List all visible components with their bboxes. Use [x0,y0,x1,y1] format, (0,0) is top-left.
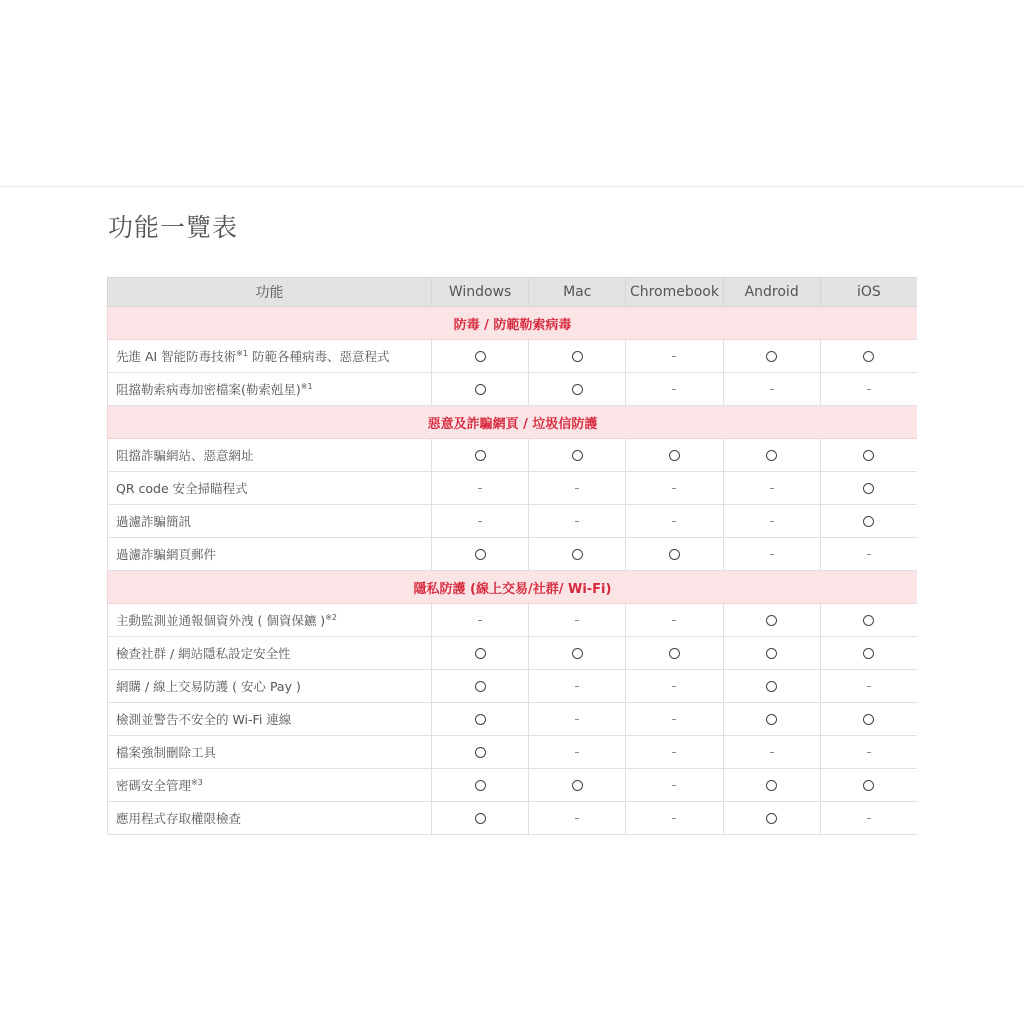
support-cell-mac [529,703,626,736]
unsupported-dash-icon [672,488,676,489]
support-cell-windows [432,604,529,637]
support-cell-windows [432,769,529,802]
support-cell-mac [529,373,626,406]
unsupported-dash-icon [672,620,676,621]
support-cell-chromebook [626,505,723,538]
feature-name: 阻擋勒索病毒加密檔案(勒索剋星) [116,382,301,397]
support-cell-windows [432,538,529,571]
support-cell-android [723,373,820,406]
table-row [108,637,918,670]
support-cell-windows [432,703,529,736]
support-cell-chromebook [626,538,723,571]
support-cell-mac [529,802,626,835]
unsupported-dash-icon [672,785,676,786]
table-row [108,439,918,472]
feature-label [108,802,432,835]
table-row [108,604,918,637]
support-cell-android [723,538,820,571]
support-cell-mac [529,538,626,571]
support-cell-mac [529,472,626,505]
supported-circle-icon [766,351,777,362]
unsupported-dash-icon [672,389,676,390]
support-cell-ios [820,439,917,472]
support-cell-chromebook [626,802,723,835]
support-cell-ios [820,736,917,769]
supported-circle-icon [669,648,680,659]
support-cell-android [723,604,820,637]
supported-circle-icon [863,450,874,461]
unsupported-dash-icon [575,818,579,819]
support-cell-chromebook [626,373,723,406]
support-cell-ios [820,373,917,406]
feature-name: 應用程式存取權限檢查 [116,811,242,826]
support-cell-ios [820,670,917,703]
unsupported-dash-icon [478,521,482,522]
table-row [108,802,918,835]
support-cell-ios [820,637,917,670]
feature-table-container[interactable] [107,277,917,842]
top-divider [0,186,1024,187]
support-cell-chromebook [626,670,723,703]
supported-circle-icon [863,483,874,494]
support-cell-android [723,670,820,703]
supported-circle-icon [766,813,777,824]
support-cell-ios [820,340,917,373]
supported-circle-icon [475,384,486,395]
unsupported-dash-icon [770,752,774,753]
unsupported-dash-icon [575,719,579,720]
supported-circle-icon [669,549,680,560]
page-title: 功能一覽表 [108,213,239,242]
table-row [108,472,918,505]
feature-name: 檢測並警告不安全的 Wi-Fi 連線 [116,712,292,727]
support-cell-windows [432,802,529,835]
feature-name: QR code 安全掃瞄程式 [116,481,248,496]
support-cell-chromebook [626,769,723,802]
support-cell-mac [529,340,626,373]
feature-name: 檔案強制刪除工具 [116,745,217,760]
table-row [108,769,918,802]
unsupported-dash-icon [672,719,676,720]
unsupported-dash-icon [867,554,871,555]
unsupported-dash-icon [575,521,579,522]
supported-circle-icon [766,615,777,626]
support-cell-mac [529,439,626,472]
supported-circle-icon [572,450,583,461]
support-cell-windows [432,340,529,373]
table-row [108,736,918,769]
unsupported-dash-icon [575,752,579,753]
support-cell-windows [432,670,529,703]
table-row [108,505,918,538]
section-title: 惡意及詐騙網頁 / 垃圾信防護 [108,406,918,439]
support-cell-android [723,769,820,802]
support-cell-ios [820,604,917,637]
support-cell-ios [820,505,917,538]
support-cell-chromebook [626,472,723,505]
header-chromebook: Chromebook [626,278,723,307]
table-row [108,340,918,373]
supported-circle-icon [766,681,777,692]
supported-circle-icon [475,648,486,659]
supported-circle-icon [475,681,486,692]
section-title: 隱私防護 (線上交易/社群/ Wi-Fi) [108,571,918,604]
table-row [108,373,918,406]
support-cell-chromebook [626,604,723,637]
supported-circle-icon [475,351,486,362]
unsupported-dash-icon [575,488,579,489]
support-cell-chromebook [626,340,723,373]
table-header-row [108,278,918,307]
supported-circle-icon [475,450,486,461]
supported-circle-icon [863,714,874,725]
feature-label [108,604,432,637]
supported-circle-icon [766,714,777,725]
unsupported-dash-icon [867,389,871,390]
feature-name-suffix: 防範各種病毒、惡意程式 [247,349,390,364]
unsupported-dash-icon [672,752,676,753]
support-cell-android [723,439,820,472]
unsupported-dash-icon [770,554,774,555]
support-cell-windows [432,637,529,670]
section-header-row [108,307,918,340]
support-cell-ios [820,538,917,571]
support-cell-windows [432,439,529,472]
supported-circle-icon [766,780,777,791]
support-cell-windows [432,736,529,769]
feature-label [108,538,432,571]
support-cell-android [723,802,820,835]
support-cell-android [723,472,820,505]
supported-circle-icon [572,384,583,395]
feature-label [108,505,432,538]
supported-circle-icon [669,450,680,461]
support-cell-ios [820,472,917,505]
support-cell-chromebook [626,736,723,769]
unsupported-dash-icon [672,818,676,819]
section-header-row [108,571,918,604]
unsupported-dash-icon [575,620,579,621]
feature-name: 主動監測並通報個資外洩 ( 個資保鑣 ) [116,613,326,628]
unsupported-dash-icon [672,356,676,357]
feature-comparison-table [107,277,917,835]
unsupported-dash-icon [770,488,774,489]
support-cell-chromebook [626,439,723,472]
supported-circle-icon [766,450,777,461]
header-windows: Windows [432,278,529,307]
support-cell-android [723,736,820,769]
supported-circle-icon [572,648,583,659]
unsupported-dash-icon [478,488,482,489]
feature-label [108,703,432,736]
support-cell-windows [432,505,529,538]
unsupported-dash-icon [575,686,579,687]
table-row [108,670,918,703]
unsupported-dash-icon [478,620,482,621]
feature-label [108,736,432,769]
support-cell-android [723,703,820,736]
footnote-marker: ※2 [325,612,337,622]
supported-circle-icon [475,549,486,560]
supported-circle-icon [863,615,874,626]
feature-label [108,340,432,373]
supported-circle-icon [863,516,874,527]
feature-name: 密碼安全管理 [116,778,192,793]
header-android: Android [723,278,820,307]
support-cell-ios [820,769,917,802]
feature-label [108,439,432,472]
unsupported-dash-icon [672,521,676,522]
supported-circle-icon [475,813,486,824]
feature-name: 網購 / 線上交易防護 ( 安心 Pay ) [116,679,301,694]
table-row [108,538,918,571]
unsupported-dash-icon [867,752,871,753]
unsupported-dash-icon [672,686,676,687]
unsupported-dash-icon [770,521,774,522]
feature-name: 過濾詐騙簡訊 [116,514,192,529]
feature-label [108,373,432,406]
feature-name: 過濾詐騙網頁郵件 [116,547,217,562]
support-cell-mac [529,769,626,802]
header-mac: Mac [529,278,626,307]
supported-circle-icon [863,351,874,362]
footnote-marker: ※3 [191,777,203,787]
feature-name: 檢查社群 / 網站隱私設定安全性 [116,646,291,661]
footnote-marker: ※1 [300,381,313,391]
support-cell-chromebook [626,637,723,670]
supported-circle-icon [475,714,486,725]
feature-name: 阻擋詐騙網站、惡意網址 [116,448,254,463]
supported-circle-icon [572,549,583,560]
support-cell-mac [529,505,626,538]
supported-circle-icon [475,747,486,758]
feature-name: 先進 AI 智能防毒技術 [116,349,237,364]
supported-circle-icon [863,648,874,659]
section-header-row [108,406,918,439]
support-cell-ios [820,802,917,835]
support-cell-mac [529,604,626,637]
feature-label [108,472,432,505]
support-cell-android [723,505,820,538]
section-title: 防毒 / 防範勒索病毒 [108,307,918,340]
support-cell-android [723,340,820,373]
support-cell-windows [432,373,529,406]
supported-circle-icon [572,780,583,791]
support-cell-mac [529,637,626,670]
feature-label [108,670,432,703]
supported-circle-icon [475,780,486,791]
unsupported-dash-icon [770,389,774,390]
supported-circle-icon [572,351,583,362]
support-cell-mac [529,736,626,769]
feature-label [108,769,432,802]
feature-label [108,637,432,670]
support-cell-ios [820,703,917,736]
footnote-marker: ※1 [236,348,248,358]
table-body [108,307,918,835]
unsupported-dash-icon [867,686,871,687]
support-cell-windows [432,472,529,505]
support-cell-mac [529,670,626,703]
header-feature: 功能 [108,278,432,307]
table-row [108,703,918,736]
header-ios: iOS [820,278,917,307]
support-cell-chromebook [626,703,723,736]
support-cell-android [723,637,820,670]
supported-circle-icon [863,780,874,791]
supported-circle-icon [766,648,777,659]
unsupported-dash-icon [867,818,871,819]
